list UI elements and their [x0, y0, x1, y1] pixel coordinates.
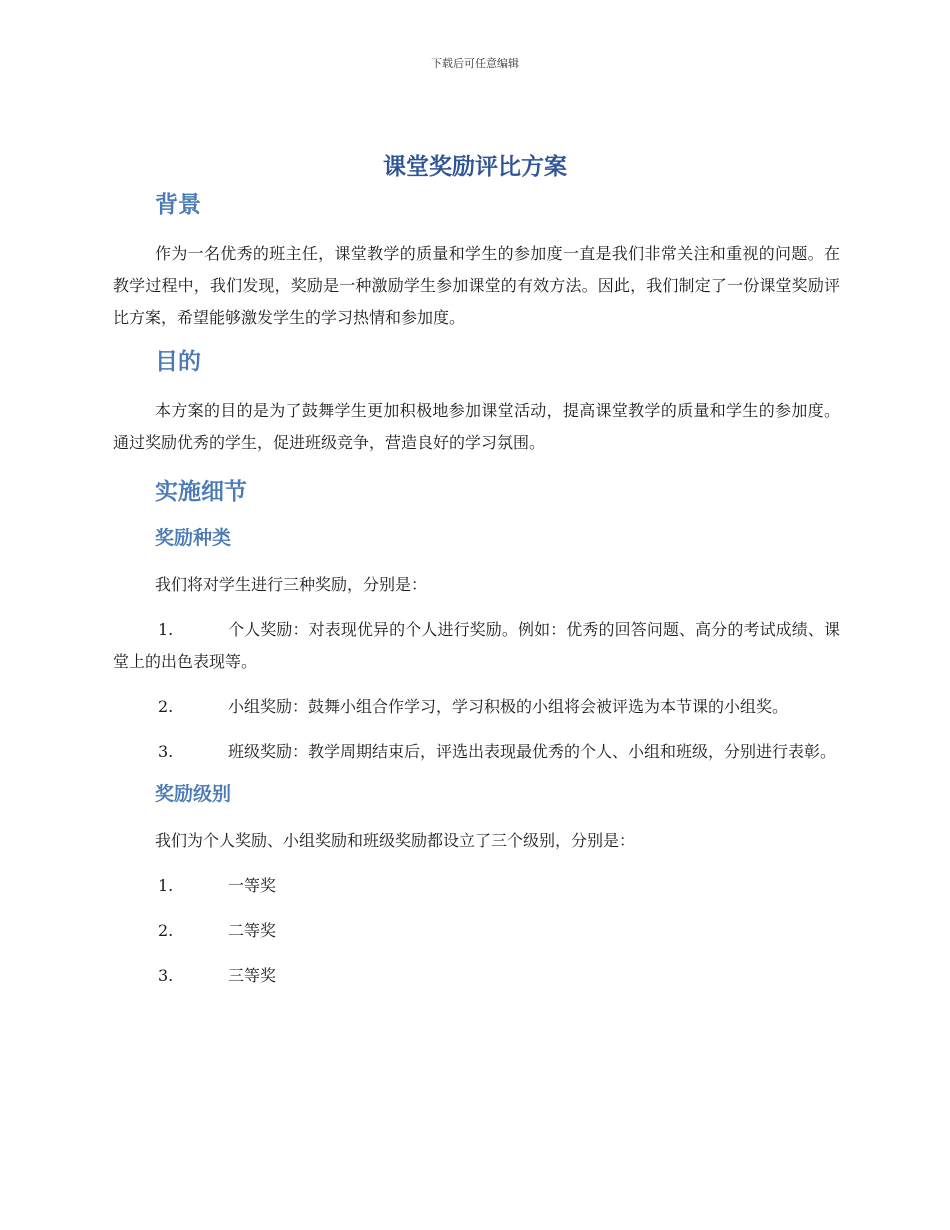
list-item: [113, 960, 840, 992]
section-heading-implementation: 实施细节: [155, 479, 247, 505]
list-item-text: 班级奖励：教学周期结束后，评选出表现最优秀的个人、小组和班级，分别进行表彰。: [228, 742, 837, 761]
list-item-number: 3.: [158, 742, 174, 761]
purpose-paragraph: 本方案的目的是为了鼓舞学生更加积极地参加课堂活动，提高课堂教学的质量和学生的参加度。通过奖励优秀的学生，促进班级竞争，营造良好的学习氛围。: [113, 401, 840, 452]
list-item-text: 个人奖励：对表现优异的个人进行奖励。例如：优秀的回答问题、高分的考试成绩、课堂上的出色表现等。: [113, 620, 840, 671]
list-item-number: 1.: [158, 620, 174, 639]
list-item: [113, 915, 840, 947]
document-body: [113, 190, 840, 992]
list-item-number: 2.: [158, 921, 174, 940]
background-paragraph: 作为一名优秀的班主任，课堂教学的质量和学生的参加度一直是我们非常关注和重视的问题。在教学过程中，我们发现，奖励是一种激励学生参加课堂的有效方法。因此，我们制定了一份课堂奖励评比方案，希望能够激发学生的学习热情和参加度。: [113, 244, 840, 327]
list-item-text: 二等奖: [228, 921, 277, 940]
subsection-heading-reward-types: 奖励种类: [155, 527, 232, 549]
subsection-heading-reward-levels: 奖励级别: [155, 783, 232, 805]
list-item: [113, 736, 840, 768]
list-item-text: 三等奖: [228, 966, 277, 985]
list-item: [113, 870, 840, 902]
list-item: [113, 614, 840, 678]
reward-types-intro: 我们将对学生进行三种奖励，分别是：: [155, 575, 428, 594]
section-heading-purpose: 目的: [155, 349, 201, 375]
document-title: 课堂奖励评比方案: [383, 154, 567, 180]
list-item: [113, 691, 840, 723]
list-item-text: 一等奖: [228, 876, 277, 895]
reward-levels-intro: 我们为个人奖励、小组奖励和班级奖励都设立了三个级别，分别是：: [155, 831, 636, 850]
list-item-number: 3.: [158, 966, 174, 985]
list-item-text: 小组奖励：鼓舞小组合作学习，学习积极的小组将会被评选为本节课的小组奖。: [228, 697, 789, 716]
section-heading-background: 背景: [155, 192, 201, 218]
page-header-note: 下载后可任意编辑: [431, 57, 519, 70]
list-item-number: 2.: [158, 697, 174, 716]
list-item-number: 1.: [158, 876, 174, 895]
